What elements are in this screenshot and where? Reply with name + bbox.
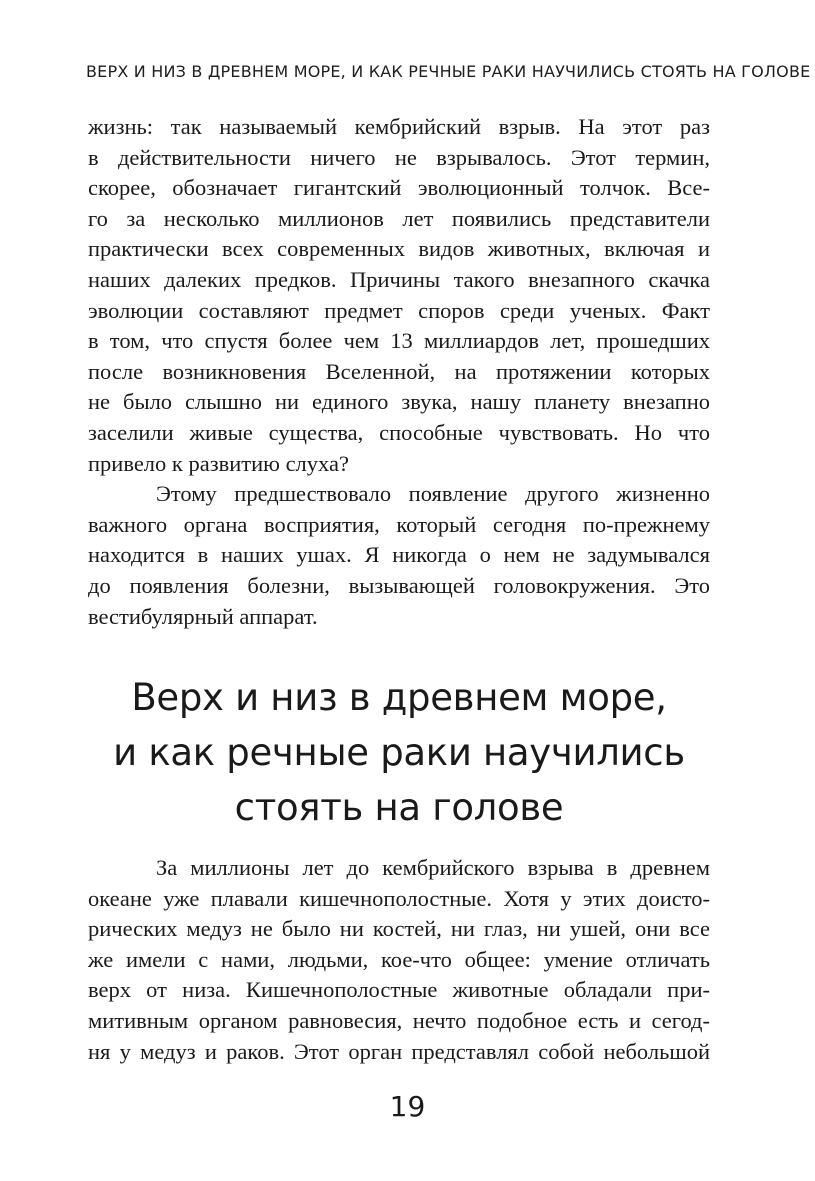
text-line: же имели с нами, людьми, кое-что общее: умение отличать — [88, 946, 710, 972]
heading-line: Верх и низ в древнем море, — [131, 676, 667, 719]
text-line: митивным органом равновесия, нечто подобное есть и сегод- — [88, 1007, 710, 1033]
page-number: 19 — [389, 1090, 426, 1123]
text-line: не было слышно ни единого звука, нашу планету внезапно — [88, 389, 710, 415]
text-line: За миллионы лет до кембрийского взрыва в древнем — [156, 855, 710, 880]
heading-line: стоять на голове — [234, 786, 564, 829]
section-heading — [88, 670, 710, 835]
text-line: привело к развитию слуха? — [88, 450, 349, 476]
text-line: верх от низа. Кишечнополостные животные обладали при- — [88, 977, 710, 1003]
paragraph — [88, 479, 710, 632]
text-line: скорее, обозначает гигантский эволюционный толчок. Все- — [88, 175, 710, 201]
text-line: после возникновения Вселенной, на протяжении которых — [88, 358, 710, 384]
text-line: Этому предшествовало появление другого жизненно — [156, 481, 710, 507]
paragraph — [88, 853, 710, 1067]
text-line: находится в наших ушах. Я никогда о нем не задумывался — [88, 542, 710, 568]
text-line: в действительности ничего не взрывалось. Этот термин, — [88, 144, 710, 170]
text-line: океане уже плавали кишечнополостные. Хотя у этих доисто- — [88, 885, 710, 911]
text-line: вестибулярный аппарат. — [88, 603, 318, 629]
text-line: до появления болезни, вызывающей головокружения. Это — [88, 572, 710, 598]
text-line: заселили живые существа, способные чувствовать. Но что — [88, 419, 710, 445]
running-header: ВЕРХ И НИЗ В ДРЕВНЕМ МОРЕ, И КАК РЕЧНЫЕ РАКИ НАУЧИЛИСЬ СТОЯТЬ НА ГОЛОВЕ — [86, 62, 811, 81]
text-line: го за несколько миллионов лет появились представители — [88, 205, 710, 231]
paragraph — [88, 112, 710, 479]
text-block-top — [88, 112, 710, 632]
text-line: эволюции составляют предмет споров среди ученых. Факт — [88, 297, 710, 323]
text-line: рических медуз не было ни костей, ни глаз, ни ушей, они все — [88, 916, 710, 942]
heading-line: и как речные раки научились — [113, 731, 685, 774]
text-line: ня у медуз и раков. Этот орган представлял собой небольшой — [88, 1038, 710, 1064]
text-line: в том, что спустя более чем 13 миллиардов лет, прошедших — [88, 328, 710, 354]
text-line: наших далеких предков. Причины такого внезапного скачка — [88, 266, 710, 292]
text-line: важного органа восприятия, который сегодня по-прежнему — [88, 511, 710, 537]
text-line: практически всех современных видов животных, включая и — [88, 236, 710, 262]
text-line: жизнь: так называемый кембрийский взрыв. На этот раз — [88, 114, 710, 139]
text-block-bottom — [88, 853, 710, 1067]
